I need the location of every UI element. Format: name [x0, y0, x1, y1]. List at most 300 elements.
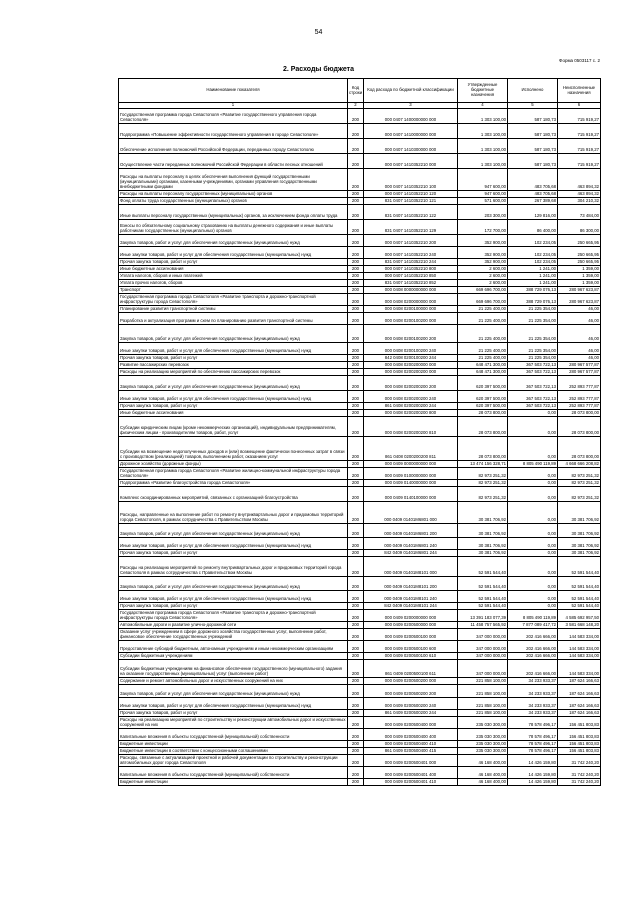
- table-row: [119, 235, 601, 247]
- form-code: Форма 0503117 с. 2: [559, 58, 600, 63]
- row-approved: 347 000 000,00: [458, 660, 508, 678]
- row-name: Уплата налогов, сборов и иных платежей: [119, 273, 348, 280]
- row-done: 0,00: [508, 502, 558, 524]
- row-done: 0,00: [508, 487, 558, 502]
- row-approved: 30 381 706,92: [458, 502, 508, 524]
- table-row: [119, 660, 601, 678]
- row-code: 200: [348, 710, 364, 717]
- row-kbk: 831 0407 1410352210 122: [364, 205, 458, 220]
- table-row: [119, 641, 601, 653]
- table-row: [119, 603, 601, 610]
- row-approved: 620 397 500,00: [458, 403, 508, 410]
- row-code: 200: [348, 577, 364, 591]
- row-done: 587 180,73: [508, 124, 558, 139]
- row-rest: 715 919,27: [558, 154, 601, 169]
- row-code: 200: [348, 660, 364, 678]
- row-kbk: 831 0407 1410352210 852: [364, 280, 458, 287]
- row-approved: 28 073 800,00: [458, 437, 508, 461]
- row-kbk: 000 0409 01401М8101 200: [364, 577, 458, 591]
- row-rest: 280 967 623,87: [558, 287, 601, 294]
- table-row: [119, 550, 601, 557]
- row-code: 200: [348, 461, 364, 468]
- row-done: 21 225 354,00: [508, 306, 558, 313]
- row-code: 200: [348, 678, 364, 685]
- row-rest: 187 624 166,63: [558, 685, 601, 698]
- row-rest: 46,00: [558, 355, 601, 362]
- row-name: Бюджетные инвестиции в соответствии с концессионными соглашениями: [119, 748, 348, 755]
- row-rest: 463 894,32: [558, 169, 601, 191]
- row-name: Комплекс скоординированных мероприятий, связанных с организацией благоустройства: [119, 487, 348, 502]
- table-row: [119, 191, 601, 198]
- row-kbk: 000 0408 0200100200 200: [364, 325, 458, 343]
- row-name: Государственная программа города Севастополя «Развитие транспорта и дорожно-транспортной инфраструктуры города Севастополя»: [119, 610, 348, 622]
- row-done: 1 241,00: [508, 280, 558, 287]
- row-name: Прочая закупка товаров, работ и услуг: [119, 710, 348, 717]
- row-rest: 144 583 334,00: [558, 641, 601, 653]
- row-kbk: 000 0407 1410352210 120: [364, 191, 458, 198]
- row-done: 202 416 666,00: [508, 641, 558, 653]
- row-code: 200: [348, 362, 364, 369]
- row-code: 200: [348, 653, 364, 660]
- row-name: Расходы на реализацию мероприятий по ремонту внутриквартальных дорог и придомовых территорий города Севастополя в рамках сотрудничества с Правительством Москвы: [119, 557, 348, 577]
- table-row: [119, 629, 601, 641]
- row-code: 200: [348, 524, 364, 538]
- row-code: 200: [348, 698, 364, 710]
- row-code: 200: [348, 273, 364, 280]
- row-code: 200: [348, 717, 364, 729]
- row-name: Иные бюджетные ассигнования: [119, 410, 348, 417]
- row-name: Капитальные вложения в объекты государственной (муниципальной) собственности: [119, 767, 348, 779]
- row-done: 129 816,00: [508, 205, 558, 220]
- row-code: 200: [348, 280, 364, 287]
- row-rest: 1 359,00: [558, 273, 601, 280]
- row-done: 0,00: [508, 437, 558, 461]
- col-number: 6: [558, 103, 601, 109]
- row-approved: 28 073 800,00: [458, 417, 508, 437]
- row-code: 200: [348, 124, 364, 139]
- row-rest: 1 359,00: [558, 280, 601, 287]
- row-rest: 250 665,95: [558, 259, 601, 266]
- row-name: Иные выплаты персоналу государственных (муниципальных) органов, за исключением фонда оплаты труда: [119, 205, 348, 220]
- table-row: [119, 220, 601, 235]
- row-done: 0,00: [508, 538, 558, 550]
- row-done: 0,00: [508, 468, 558, 480]
- row-kbk: 861 0409 0200500100 611: [364, 660, 458, 678]
- row-name: Транспорт: [119, 287, 348, 294]
- row-name: Подпрограмма «Повышение эффективности государственного управления в городе Севастополе»: [119, 124, 348, 139]
- row-name: Субсидии бюджетным учреждениям на финансовое обеспечение государственного (муниципального) задания на оказание государственных (муниципальных) услуг (выполнение работ): [119, 660, 348, 678]
- row-rest: 187 624 166,63: [558, 698, 601, 710]
- row-kbk: 861 0408 0200200200 244: [364, 403, 458, 410]
- row-name: Содержание и ремонт автомобильных дорог и искусственных сооружений на них: [119, 678, 348, 685]
- table-row: [119, 154, 601, 169]
- table-row: [119, 591, 601, 603]
- table-row: [119, 205, 601, 220]
- row-name: Предоставление субсидий бюджетным, автономным учреждениям и иным некоммерческим организациям: [119, 641, 348, 653]
- row-code: 200: [348, 391, 364, 403]
- row-name: Расходы, направленные на выполнение работ по ремонту внутриквартальных дорог и придомовых территорий города Севастополя, в рамках сотрудничества с Правительством Москвы: [119, 502, 348, 524]
- row-kbk: 000 0409 0200500100 000: [364, 629, 458, 641]
- col-number: 1: [119, 103, 348, 109]
- table-row: [119, 685, 601, 698]
- row-approved: 82 973 251,32: [458, 487, 508, 502]
- row-done: 0,00: [508, 480, 558, 487]
- row-name: Оказание услуг учреждением в сфере дорожного хозяйства государственных услуг, выполнение работ, финансовое обеспечение государственных учреждений: [119, 629, 348, 641]
- row-approved: 52 591 544,40: [458, 577, 508, 591]
- row-code: 200: [348, 557, 364, 577]
- row-done: 0,00: [508, 557, 558, 577]
- row-approved: 947 600,00: [458, 191, 508, 198]
- row-approved: 1 303 100,00: [458, 124, 508, 139]
- row-approved: 203 300,00: [458, 205, 508, 220]
- row-rest: 250 665,95: [558, 235, 601, 247]
- row-code: 200: [348, 235, 364, 247]
- row-done: 102 234,05: [508, 247, 558, 259]
- row-rest: 28 073 800,00: [558, 410, 601, 417]
- row-code: 200: [348, 355, 364, 362]
- row-code: 200: [348, 502, 364, 524]
- row-kbk: 000 0409 01401М6801 200: [364, 524, 458, 538]
- table-row: [119, 748, 601, 755]
- table-row: [119, 710, 601, 717]
- row-done: 102 234,05: [508, 259, 558, 266]
- row-kbk: 000 0408 0200200200 800: [364, 410, 458, 417]
- row-kbk: 000 0407 1410300000 000: [364, 139, 458, 154]
- table-row: [119, 403, 601, 410]
- row-kbk: 000 0409 0140100000 000: [364, 487, 458, 502]
- row-done: 78 578 496,17: [508, 717, 558, 729]
- row-done: 367 503 722,13: [508, 403, 558, 410]
- header-rest: Неисполненные назначения: [558, 79, 601, 103]
- row-code: 200: [348, 741, 364, 748]
- row-approved: 669 696 700,00: [458, 287, 508, 294]
- row-done: 367 503 722,13: [508, 362, 558, 369]
- row-kbk: 000 0407 1410352210 000: [364, 154, 458, 169]
- table-row: [119, 502, 601, 524]
- row-code: 200: [348, 487, 364, 502]
- row-rest: 304 210,32: [558, 198, 601, 205]
- row-done: 483 705,68: [508, 191, 558, 198]
- table-row: [119, 653, 601, 660]
- row-done: 587 180,73: [508, 154, 558, 169]
- table-row: [119, 198, 601, 205]
- table-row: [119, 362, 601, 369]
- row-name: Государственная программа города Севастополя «Развитие государственного управления города Севастополя»: [119, 109, 348, 124]
- row-done: 0,00: [508, 603, 558, 610]
- row-code: 200: [348, 468, 364, 480]
- row-name: Иные бюджетные ассигнования: [119, 266, 348, 273]
- row-rest: 463 894,32: [558, 191, 601, 198]
- table-row: [119, 417, 601, 437]
- row-done: 202 416 666,00: [508, 629, 558, 641]
- row-done: 388 729 076,13: [508, 294, 558, 306]
- row-approved: 30 381 706,92: [458, 538, 508, 550]
- row-done: 21 225 354,00: [508, 355, 558, 362]
- row-kbk: 842 0409 01401М8101 244: [364, 603, 458, 610]
- row-kbk: 000 0408 0200200200 200: [364, 376, 458, 391]
- row-code: 200: [348, 480, 364, 487]
- row-approved: 82 973 251,32: [458, 480, 508, 487]
- table-row: [119, 678, 601, 685]
- row-kbk: 000 0409 0140000000 000: [364, 480, 458, 487]
- table-row: [119, 767, 601, 779]
- row-done: 367 503 722,13: [508, 376, 558, 391]
- col-number: 4: [458, 103, 508, 109]
- row-kbk: 000 0409 0200500400 400: [364, 729, 458, 741]
- row-code: 200: [348, 417, 364, 437]
- header-approved: Утвержденные бюджетные назначения: [458, 79, 508, 103]
- row-name: Осуществление части переданных полномочий Российской Федерации в области лесных отношений: [119, 154, 348, 169]
- header-row: [119, 79, 601, 103]
- row-kbk: 000 0407 1400000000 000: [364, 109, 458, 124]
- row-done: 78 578 496,17: [508, 729, 558, 741]
- row-rest: 156 451 803,83: [558, 717, 601, 729]
- row-approved: 669 696 700,00: [458, 294, 508, 306]
- col-number: 2: [348, 103, 364, 109]
- section-title: 2. Расходы бюджета: [283, 66, 354, 73]
- row-code: 200: [348, 205, 364, 220]
- row-code: 200: [348, 685, 364, 698]
- row-code: 200: [348, 266, 364, 273]
- row-rest: 46,00: [558, 313, 601, 325]
- row-name: Закупка товаров, работ и услуг для обеспечения государственных (муниципальных) нужд: [119, 325, 348, 343]
- row-done: 388 729 076,13: [508, 287, 558, 294]
- col-number: 3: [364, 103, 458, 109]
- row-approved: 1 303 100,00: [458, 109, 508, 124]
- table-row: [119, 461, 601, 468]
- row-approved: 11 458 757 565,92: [458, 622, 508, 629]
- table-row: [119, 524, 601, 538]
- row-code: 200: [348, 538, 364, 550]
- row-done: 367 503 722,13: [508, 391, 558, 403]
- row-approved: 13 391 183 077,39: [458, 610, 508, 622]
- row-approved: 221 858 100,00: [458, 678, 508, 685]
- table-row: [119, 266, 601, 273]
- table-row: [119, 306, 601, 313]
- row-name: Уплата прочих налогов, сборов: [119, 280, 348, 287]
- row-name: Развитие пассажирских перевозок: [119, 362, 348, 369]
- row-done: 0,00: [508, 591, 558, 603]
- row-done: 367 503 722,13: [508, 369, 558, 376]
- table-row: [119, 410, 601, 417]
- table-row: [119, 741, 601, 748]
- row-name: Расходы, связанные с актуализацией проектной и рабочей документации по строительству и реконструкции автомобильных дорог города Севастополя: [119, 755, 348, 767]
- row-rest: 28 073 800,00: [558, 437, 601, 461]
- table-row: [119, 273, 601, 280]
- row-name: Иные закупки товаров, работ и услуг для обеспечения государственных (муниципальных) нужд: [119, 391, 348, 403]
- row-done: 0,00: [508, 550, 558, 557]
- row-code: 200: [348, 755, 364, 767]
- row-approved: 221 858 100,00: [458, 685, 508, 698]
- row-code: 200: [348, 198, 364, 205]
- row-kbk: 000 0409 0200500400 000: [364, 717, 458, 729]
- row-rest: 280 967 623,87: [558, 294, 601, 306]
- row-rest: 46,00: [558, 343, 601, 355]
- table-row: [119, 538, 601, 550]
- row-kbk: 000 0409 01401М8101 240: [364, 591, 458, 603]
- row-done: 21 225 354,00: [508, 343, 558, 355]
- row-approved: 82 973 251,32: [458, 468, 508, 480]
- row-kbk: 000 0408 0200100200 240: [364, 343, 458, 355]
- row-kbk: 000 0407 1410352210 100: [364, 169, 458, 191]
- row-name: Закупка товаров, работ и услуг для обеспечения государственных (муниципальных) нужд: [119, 376, 348, 391]
- row-rest: 250 665,95: [558, 247, 601, 259]
- row-name: Расходы на выплаты персоналу государственных (муниципальных) органов: [119, 191, 348, 198]
- row-approved: 620 397 500,00: [458, 376, 508, 391]
- row-code: 200: [348, 139, 364, 154]
- page-number: 54: [314, 29, 323, 36]
- row-name: Государственная программа города Севастополя «Развитие жилищно-коммунальной инфраструктуры города Севастополя»: [119, 468, 348, 480]
- row-done: 102 234,05: [508, 235, 558, 247]
- row-kbk: 842 0409 01401М6801 244: [364, 550, 458, 557]
- row-rest: 82 973 251,32: [558, 468, 601, 480]
- row-kbk: 000 0409 0200500100 600: [364, 641, 458, 653]
- row-rest: 30 381 706,92: [558, 524, 601, 538]
- row-approved: 46 168 400,00: [458, 767, 508, 779]
- row-name: Государственная программа города Севастополя «Развитие транспорта и дорожно-транспортной инфраструктуры города Севастополя»: [119, 294, 348, 306]
- row-name: Субсидии юридическим лицам (кроме некоммерческих организаций), индивидуальным предпринимателям, физическим лицам - производителям товаров, работ, услуг: [119, 417, 348, 437]
- table-row: [119, 139, 601, 154]
- row-kbk: 000 0408 0200200200 810: [364, 417, 458, 437]
- table-row: [119, 480, 601, 487]
- table-row: [119, 325, 601, 343]
- row-code: 200: [348, 247, 364, 259]
- row-done: 86 400,00: [508, 220, 558, 235]
- row-done: 0,00: [508, 577, 558, 591]
- row-code: 200: [348, 629, 364, 641]
- row-name: Закупка товаров, работ и услуг для обеспечения государственных (муниципальных) нужд: [119, 524, 348, 538]
- row-rest: 52 591 544,40: [558, 591, 601, 603]
- table-row: [119, 610, 601, 622]
- table-row: [119, 779, 601, 786]
- row-done: 483 705,68: [508, 169, 558, 191]
- row-name: Фонд оплаты труда государственных (муниципальных) органов: [119, 198, 348, 205]
- row-approved: 52 591 544,40: [458, 591, 508, 603]
- row-done: 34 233 933,37: [508, 698, 558, 710]
- row-rest: 252 893 777,87: [558, 391, 601, 403]
- row-code: 200: [348, 306, 364, 313]
- row-done: 0,00: [508, 410, 558, 417]
- table-row: [119, 468, 601, 480]
- row-kbk: 861 0408 0200200200 811: [364, 437, 458, 461]
- table-row: [119, 169, 601, 191]
- row-approved: 1 303 100,00: [458, 139, 508, 154]
- row-name: Иные закупки товаров, работ и услуг для обеспечения государственных (муниципальных) нужд: [119, 591, 348, 603]
- row-rest: 715 919,27: [558, 124, 601, 139]
- row-kbk: 831 0407 1410352210 129: [364, 220, 458, 235]
- row-kbk: 000 0409 01401М8101 000: [364, 557, 458, 577]
- col-number: 5: [508, 103, 558, 109]
- row-code: 200: [348, 550, 364, 557]
- row-kbk: 000 0409 0200500000 000: [364, 622, 458, 629]
- table-row: [119, 294, 601, 306]
- row-kbk: 000 0408 0200200000 000: [364, 362, 458, 369]
- row-rest: 82 973 251,32: [558, 487, 601, 502]
- table-row: [119, 369, 601, 376]
- row-name: Подпрограмма «Развитие благоустройства города Севастополя»: [119, 480, 348, 487]
- row-approved: 235 030 300,00: [458, 729, 508, 741]
- row-approved: 21 225 400,00: [458, 355, 508, 362]
- row-name: Иные закупки товаров, работ и услуг для обеспечения государственных (муниципальных) нужд: [119, 538, 348, 550]
- row-rest: 144 583 334,00: [558, 653, 601, 660]
- row-rest: 31 742 240,20: [558, 755, 601, 767]
- row-rest: 715 919,27: [558, 109, 601, 124]
- row-kbk: 831 0407 1410352210 121: [364, 198, 458, 205]
- row-approved: 2 600,00: [458, 273, 508, 280]
- row-kbk: 000 0407 1410352210 850: [364, 273, 458, 280]
- row-kbk: 000 0408 0200200200 240: [364, 391, 458, 403]
- header-kbk: Код расхода по бюджетной классификации: [364, 79, 458, 103]
- row-approved: 347 000 000,00: [458, 653, 508, 660]
- row-name: Обеспечение исполнения полномочий Российской Федерации, переданных городу Севастополю: [119, 139, 348, 154]
- row-rest: 46,00: [558, 325, 601, 343]
- row-rest: 31 742 240,20: [558, 767, 601, 779]
- header-done: Исполнено: [508, 79, 558, 103]
- row-rest: 252 893 777,87: [558, 403, 601, 410]
- row-done: 34 233 933,37: [508, 710, 558, 717]
- row-rest: 46,00: [558, 306, 601, 313]
- table-row: [119, 717, 601, 729]
- row-approved: 648 471 300,00: [458, 369, 508, 376]
- row-kbk: 831 0407 1410352210 244: [364, 259, 458, 266]
- row-approved: 21 225 400,00: [458, 306, 508, 313]
- row-name: Разработка и актуализация программ и схем по планированию развития транспортной системы: [119, 313, 348, 325]
- row-done: 14 426 159,80: [508, 767, 558, 779]
- row-approved: 235 030 300,00: [458, 741, 508, 748]
- row-kbk: 000 0409 0200500200 000: [364, 678, 458, 685]
- row-code: 200: [348, 369, 364, 376]
- row-approved: 2 600,00: [458, 280, 508, 287]
- row-kbk: 000 0408 0000000000 000: [364, 287, 458, 294]
- row-name: Иные закупки товаров, работ и услуг для обеспечения государственных (муниципальных) нужд: [119, 698, 348, 710]
- row-kbk: 000 0409 0000000000 000: [364, 461, 458, 468]
- table-row: [119, 698, 601, 710]
- row-done: 8 805 490 119,89: [508, 461, 558, 468]
- row-code: 200: [348, 325, 364, 343]
- row-kbk: 000 0409 0200500401 410: [364, 779, 458, 786]
- row-done: 21 225 354,00: [508, 325, 558, 343]
- row-done: 8 805 490 119,89: [508, 610, 558, 622]
- row-rest: 3 581 668 148,20: [558, 622, 601, 629]
- row-rest: 4 668 666 208,82: [558, 461, 601, 468]
- row-name: Прочая закупка товаров, работ и услуг: [119, 603, 348, 610]
- row-code: 200: [348, 191, 364, 198]
- row-done: 1 241,00: [508, 273, 558, 280]
- row-approved: 347 000 000,00: [458, 641, 508, 653]
- row-rest: 30 381 706,92: [558, 502, 601, 524]
- row-done: 78 578 496,17: [508, 741, 558, 748]
- row-kbk: 000 0409 0200000000 000: [364, 610, 458, 622]
- row-code: 200: [348, 220, 364, 235]
- row-code: 200: [348, 603, 364, 610]
- row-approved: 28 073 800,00: [458, 410, 508, 417]
- row-approved: 2 600,00: [458, 266, 508, 273]
- table-row: [119, 109, 601, 124]
- row-kbk: 000 0408 0200200200 000: [364, 369, 458, 376]
- row-name: Расходы на выплаты персоналу в целях обеспечения выполнения функций государственными (муниципальными) органами, казенными учреждениями, органами управления государственными внебюджетными фондами: [119, 169, 348, 191]
- table-row: [119, 280, 601, 287]
- row-rest: 280 967 577,87: [558, 362, 601, 369]
- row-rest: 73 484,00: [558, 205, 601, 220]
- header-code: Код строки: [348, 79, 364, 103]
- row-approved: 52 591 544,40: [458, 557, 508, 577]
- row-approved: 352 900,00: [458, 247, 508, 259]
- row-name: Расходы на реализацию мероприятий по обеспечению пассажирских перевозок: [119, 369, 348, 376]
- row-rest: 30 381 706,92: [558, 550, 601, 557]
- row-approved: 235 030 300,00: [458, 748, 508, 755]
- row-approved: 52 591 544,40: [458, 603, 508, 610]
- row-name: Прочая закупка товаров, работ и услуг: [119, 550, 348, 557]
